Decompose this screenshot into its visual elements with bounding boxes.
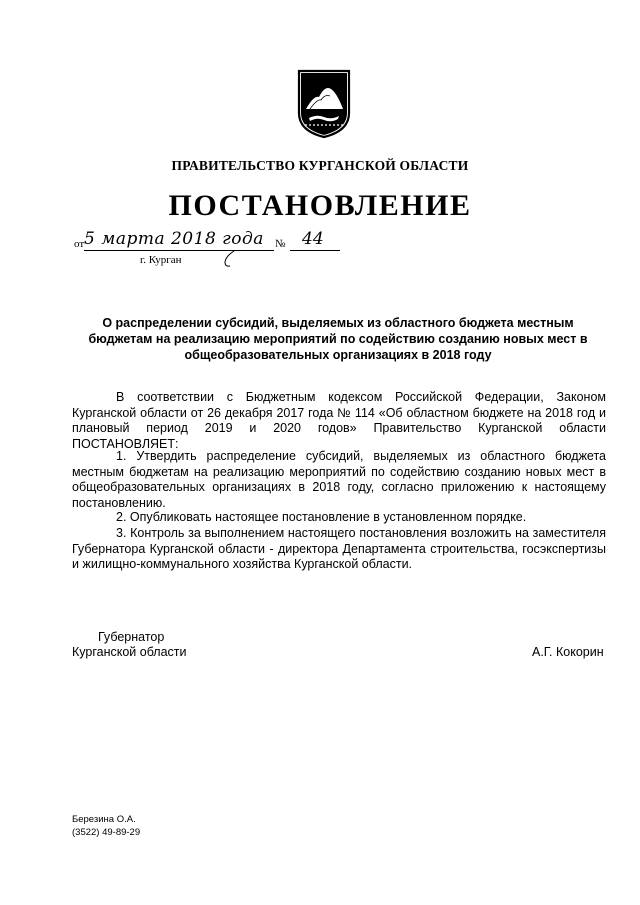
signatory-position-line-2: Курганской области (72, 645, 187, 659)
government-name: ПРАВИТЕЛЬСТВО КУРГАНСКОЙ ОБЛАСТИ (171, 158, 469, 173)
handwritten-number: 44 (302, 229, 324, 249)
body-item-2: 2. Опубликовать настоящее постановление в установленном порядке. (116, 510, 527, 524)
executor-name: Березина О.А. (72, 814, 136, 825)
executor-phone: (3522) 49-89-29 (72, 827, 141, 838)
number-underline (290, 250, 340, 251)
body-item-1: 1. Утвердить распределение субсидий, выделяемых из областного бюджета местным бюджетам на реализацию мероприятий по содействию созданию новых мест в общеобразовательных организациях в 2018 году, согласно приложению к настоящему постановлению. (72, 449, 606, 510)
body-intro: В соответствии с Бюджетным кодексом Российской Федерации, Законом Курганской области от 26 декабря 2017 года № 114 «Об областном бюджете на 2018 год и плановый период 2019 и 2020 годов» Правительство Курганской области ПОСТАНОВЛЯЕТ: (72, 390, 606, 451)
handwritten-date: 5 марта 2018 года (84, 229, 264, 249)
date-prefix: от (74, 238, 85, 250)
city-label: г. Курган (140, 254, 182, 266)
signatory-position-line-1: Губернатор (98, 630, 165, 644)
document-title: ПОСТАНОВЛЕНИЕ (168, 189, 472, 222)
document-subject: О распределении субсидий, выделяемых из областного бюджета местным бюджетам на реализацию мероприятий по содействию созданию новых мест в общеобразовательных организациях в 2018 году (88, 316, 588, 362)
date-underline (84, 250, 274, 251)
number-prefix: № (275, 238, 286, 250)
body-item-3: 3. Контроль за выполнением настоящего постановления возложить на заместителя Губернатора Курганской области - директора Департамента строительства, госэкспертизы и жилищно-коммунального хозяйства Курганской области. (72, 526, 606, 571)
pen-stroke-mark (222, 250, 236, 268)
coat-of-arms-icon (297, 69, 351, 139)
signatory-name: А.Г. Кокорин (532, 645, 604, 659)
